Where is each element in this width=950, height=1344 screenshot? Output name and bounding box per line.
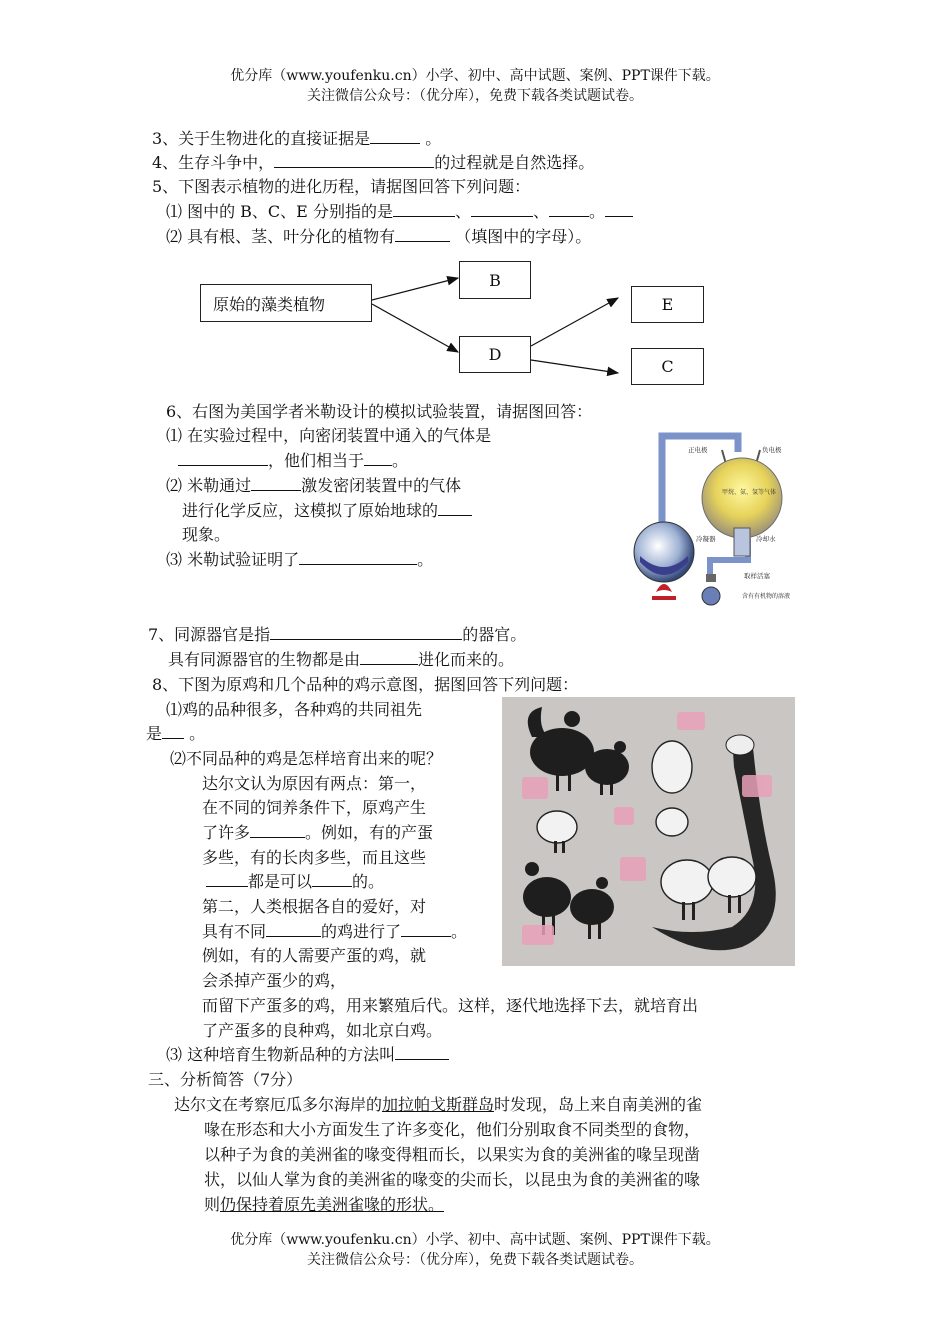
question-3: 3、关于生物进化的直接证据是 。 [152, 129, 442, 148]
question-8-line-8: 例如，有的人需要产蛋的鸡，就 [202, 946, 427, 965]
question-6-part-3: ⑶ 米勒试验证明了 。 [166, 550, 434, 569]
question-8-line-4: 多些，有的长肉多些，而且这些 [202, 848, 427, 867]
diagram-node-e: E [631, 286, 704, 323]
label-cooling-water: 冷却水 [756, 535, 776, 543]
label-sample-valve: 取样活塞 [744, 572, 770, 580]
question-8-line-10: 而留下产蛋多的鸡，用来繁殖后代。这样，逐代地选择下去，就培育出 [202, 996, 699, 1015]
question-8: 8、下图为原鸡和几个品种的鸡示意图，据图回答下列问题： [152, 675, 579, 694]
question-8-part-2: ⑵不同品种的鸡是怎样培育出来的呢？ [170, 749, 443, 768]
section-3-line-4: 状，以仙人掌为食的美洲雀的喙变的尖而长，以昆虫为食的美洲雀的喙 [204, 1170, 701, 1189]
section-3-line-1: 达尔文在考察厄瓜多尔海岸的加拉帕戈斯群岛时发现，岛上来自南美洲的雀 [174, 1095, 703, 1114]
question-6-part-1b: ，他们相当于 。 [178, 450, 408, 472]
question-8-line-3: 了许多 。例如，有的产蛋 [202, 823, 434, 842]
question-8-line-1: 达尔文认为原因有两点：第一， [202, 774, 427, 793]
question-8-part-1a: ⑴鸡的品种很多，各种鸡的共同祖先 [166, 700, 423, 719]
diagram-node-b: B [459, 261, 531, 299]
question-6-part-2c: 现象。 [182, 525, 231, 544]
label-solution: 含有有机物的溶液 [742, 593, 791, 600]
diagram-node-origin: 原始的藻类植物 [200, 284, 372, 322]
question-6-part-1a: ⑴ 在实验过程中，向密闭装置中通入的气体是 [166, 426, 492, 445]
diagram-node-d: D [459, 336, 531, 373]
label-negative-electrode: 负电极 [762, 446, 782, 454]
question-8-part-1b: 是 。 [146, 724, 206, 743]
question-8-part-3: ⑶ 这种培育生物新品种的方法叫 [166, 1044, 449, 1066]
question-7: 7、同源器官是指 的器官。 [148, 625, 527, 644]
chicken-breeds-figure [502, 697, 795, 966]
footer-line-2: 关注微信公众号：（优分库），免费下载各类试题试卷。 [307, 1252, 643, 1268]
question-5: 5、下图表示植物的进化历程，请据图回答下列问题： [152, 177, 531, 196]
question-5-part-1: ⑴ 图中的 B、C、E 分别指的是 、 、 。 [166, 201, 633, 223]
label-positive-electrode: 正电极 [688, 446, 708, 454]
section-3-line-5: 则仍保持着原先美洲雀喙的形状。 [204, 1195, 445, 1214]
label-gases: 甲烷、氨、氢等气体 [722, 489, 777, 496]
question-8-line-5: 都是可以 的。 [206, 871, 384, 893]
question-8-line-11: 了产蛋多的良种鸡，如北京白鸡。 [202, 1021, 443, 1040]
header-line-1: 优分库（www.youfenku.cn）小学、初中、高中试题、案例、PPT课件下载。 [230, 68, 720, 84]
question-6-part-2b: 进行化学反应，这模拟了原始地球的 [182, 500, 472, 522]
question-4: 4、生存斗争中， 的过程就是自然选择。 [152, 153, 595, 172]
question-8-line-7: 具有不同 的鸡进行了 。 [202, 922, 468, 941]
question-8-line-2: 在不同的饲养条件下，原鸡产生 [202, 798, 427, 817]
diagram-node-c: C [631, 348, 704, 385]
question-7-line-2: 具有同源器官的生物都是由 进化而来的。 [168, 650, 515, 669]
header-line-2: 关注微信公众号：（优分库），免费下载各类试题试卷。 [307, 88, 643, 104]
footer-line-1: 优分库（www.youfenku.cn）小学、初中、高中试题、案例、PPT课件下载。 [230, 1232, 720, 1248]
question-6-part-2a: ⑵ 米勒通过 激发密闭装置中的气体 [166, 476, 462, 495]
question-6: 6、右图为美国学者米勒设计的模拟试验装置，请据图回答： [166, 402, 593, 421]
miller-apparatus-figure [630, 428, 805, 612]
section-3-line-3: 以种子为食的美洲雀的喙变得粗而长，以果实为食的美洲雀的喙呈现凿 [204, 1145, 701, 1164]
question-8-line-9: 会杀掉产蛋少的鸡， [202, 971, 347, 990]
section-3-line-2: 喙在形态和大小方面发生了许多变化，他们分别取食不同类型的食物， [204, 1120, 701, 1139]
question-8-line-6: 第二，人类根据各自的爱好，对 [202, 897, 427, 916]
section-3-title: 三、分析简答（7分） [148, 1070, 303, 1089]
question-5-part-2: ⑵ 具有根、茎、叶分化的植物有 （填图中的字母）。 [166, 227, 592, 246]
label-condenser: 冷凝器 [696, 535, 716, 543]
